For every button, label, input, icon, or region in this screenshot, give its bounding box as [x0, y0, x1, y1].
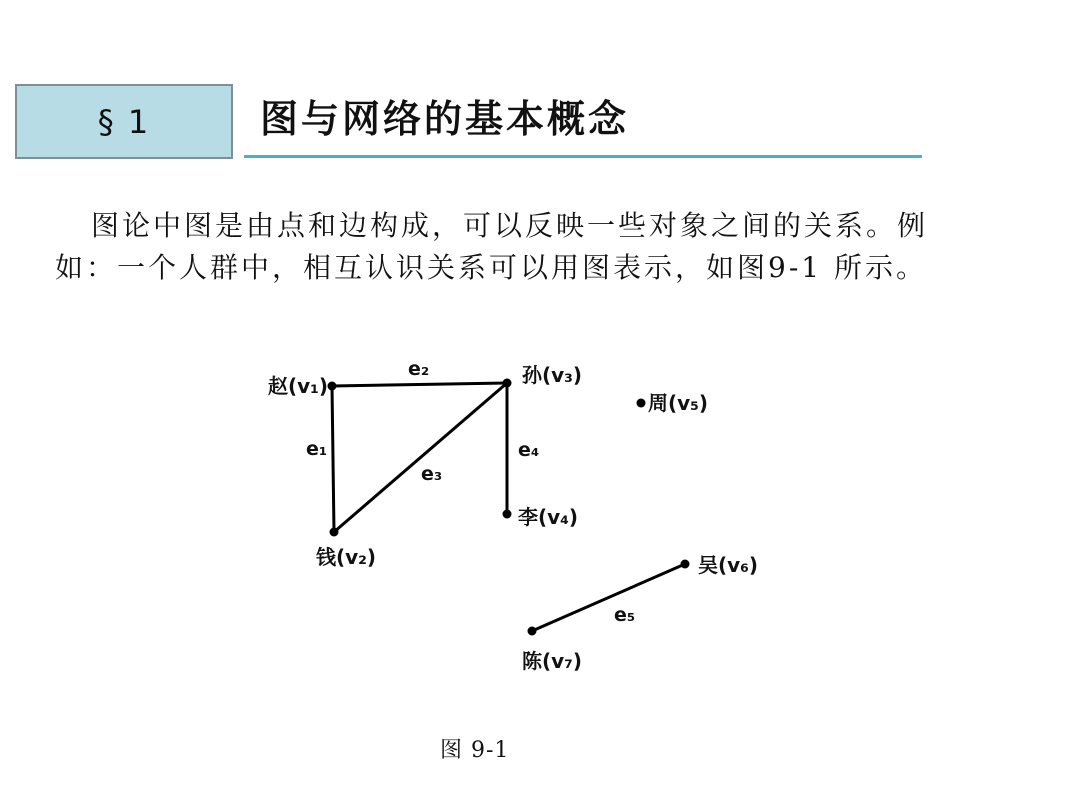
edge-label-e3: e₃ — [421, 463, 443, 485]
graph-figure — [250, 350, 810, 700]
edge-labels — [306, 358, 635, 626]
edge-e1 — [332, 386, 334, 532]
node-label-v6: 吴(v₆) — [698, 553, 759, 577]
edge-label-e2: e₂ — [408, 358, 430, 380]
node-v7 — [528, 627, 537, 636]
node-label-v2: 钱(v₂) — [316, 545, 377, 569]
node-labels — [268, 363, 758, 673]
edge-e5 — [532, 564, 685, 631]
graph-edges — [332, 383, 685, 631]
node-v1 — [328, 382, 337, 391]
page-title: 图与网络的基本概念 — [260, 96, 630, 141]
node-v6 — [681, 560, 690, 569]
title-underline — [244, 155, 922, 158]
node-label-v3: 孙(v₃) — [522, 363, 583, 387]
figure-caption: 图 9-1 — [440, 738, 510, 763]
edge-label-e5: e₅ — [614, 604, 636, 626]
node-label-v5: 周(v₅) — [648, 391, 709, 415]
node-v3 — [503, 379, 512, 388]
node-v5 — [637, 399, 646, 408]
edge-label-e4: e₄ — [518, 439, 540, 461]
node-label-v1: 赵(v₁) — [268, 374, 329, 398]
edge-e3 — [334, 383, 507, 532]
node-label-v7: 陈(v₇) — [522, 649, 583, 673]
node-label-v4: 李(v₄) — [518, 505, 579, 529]
section-number-box — [15, 84, 233, 159]
body-paragraph: 图论中图是由点和边构成，可以反映一些对象之间的关系。例如：一个人群中，相互认识关系可以用图表示，如图9-1 所示。 — [55, 209, 929, 284]
edge-e2 — [332, 383, 507, 386]
node-v4 — [503, 510, 512, 519]
section-number: § 1 — [97, 102, 151, 141]
edge-label-e1: e₁ — [306, 438, 328, 460]
node-v2 — [330, 528, 339, 537]
